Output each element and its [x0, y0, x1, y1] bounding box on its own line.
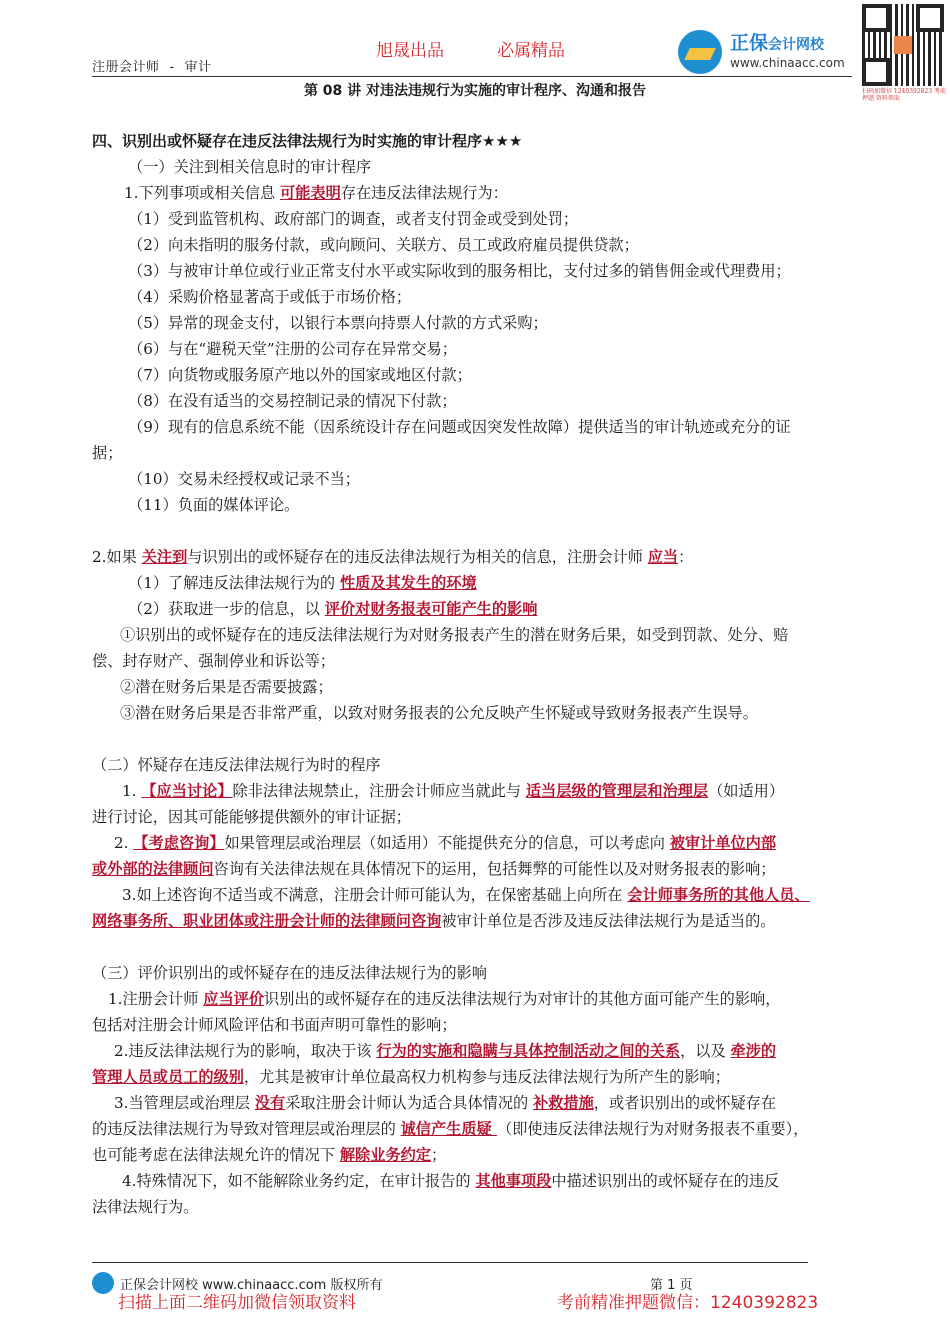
emphasis: 性质及其发生的环境: [339, 574, 477, 592]
paragraph: 或外部的法律顾问咨询有关法律法规在具体情况下的运用，包括舞弊的可能性以及对财务报表的影响；: [92, 860, 776, 878]
subsection-heading-3: （三）评价识别出的或怀疑存在的违反法律法规行为的影响: [92, 964, 487, 982]
document-body: [92, 128, 862, 1220]
paragraph: （1）了解违反法律法规行为的 性质及其发生的环境: [128, 574, 477, 592]
emphasis: 应当: [647, 548, 679, 566]
emphasis: 关注到: [141, 548, 188, 566]
emphasis: 其他事项段: [475, 1172, 552, 1190]
emphasis: 【应当讨论】: [141, 782, 233, 800]
list-item: （2）向未指明的服务付款，或向顾问、关联方、员工或政府雇员提供贷款；: [128, 236, 639, 254]
list-item: （10）交易未经授权或记录不当；: [128, 470, 360, 488]
emphasis: 应当评价: [203, 990, 265, 1008]
emphasis: 解除业务约定: [339, 1146, 431, 1164]
logo-name: 正保: [730, 32, 769, 54]
list-item: （1）受到监管机构、政府部门的调查，或者支付罚金或受到处罚；: [128, 210, 579, 228]
qr-code-icon[interactable]: [862, 4, 944, 86]
emphasis: 被审计单位内部: [669, 834, 777, 852]
list-item: （8）在没有适当的交易控制记录的情况下付款；: [128, 392, 457, 410]
emphasis: 行为的实施和隐瞒与具体控制活动之间的关系: [376, 1042, 681, 1060]
list-item: （3）与被审计单位或行业正常支付水平或实际收到的服务相比，支付过多的销售佣金或代理费用；: [128, 262, 791, 280]
emphasis: 诚信产生质疑: [400, 1120, 497, 1138]
paragraph: 2.违反法律法规行为的影响，取决于该 行为的实施和隐瞒与具体控制活动之间的关系，以及 牵涉的: [114, 1042, 777, 1060]
list-item: （7）向货物或服务原产地以外的国家或地区付款；: [128, 366, 472, 384]
paragraph: 也可能考虑在法律法规允许的情况下 解除业务约定；: [92, 1146, 447, 1164]
paragraph: 1.下列事项或相关信息 可能表明存在违反法律法规行为：: [124, 184, 508, 202]
paragraph: 的违反法律法规行为导致对管理层或治理层的 诚信产生质疑 （即使违反法律法规行为对财务报表不重要），: [92, 1120, 809, 1138]
brand-logo[interactable]: [678, 24, 858, 76]
emphasis: 网络事务所、职业团体或注册会计师的法律顾问咨询: [92, 912, 442, 930]
banner-left: 旭晟出品: [376, 41, 444, 61]
paragraph: 2. 【考虑咨询】如果管理层或治理层（如适用）不能提供充分的信息，可以考虑向 被审计单位内部: [114, 834, 777, 852]
paragraph: 2.如果 关注到与识别出的或怀疑存在的违反法律法规行为相关的信息，注册会计师 应当：: [92, 548, 694, 566]
footer-promo-right: 考前精准押题微信：1240392823: [557, 1293, 819, 1313]
emphasis: 会计师事务所的其他人员、: [627, 886, 810, 904]
paragraph: （2）获取进一步的信息，以 评价对财务报表可能产生的影响: [128, 600, 538, 618]
emphasis: 没有: [254, 1094, 286, 1112]
banner-right: 必属精品: [497, 41, 565, 61]
logo-url: www.chinaacc.com: [730, 56, 845, 70]
paragraph: 偿、封存财产、强制停业和诉讼等；: [92, 652, 335, 670]
paragraph: 4.特殊情况下，如不能解除业务约定，在审计报告的 其他事项段中描述识别出的或怀疑存在的违反: [122, 1172, 780, 1190]
list-item: （6）与在“避税天堂”注册的公司存在异常交易；: [128, 340, 457, 358]
paragraph: ③潜在财务后果是否非常严重，以致对财务报表的公允反映产生怀疑或导致财务报表产生误导。: [120, 704, 758, 722]
emphasis: 评价对财务报表可能产生的影响: [324, 600, 538, 618]
emphasis: 可能表明: [280, 184, 341, 202]
brand-logo-icon: [678, 30, 722, 74]
course-name: 注册会计师 - 审计: [92, 60, 212, 75]
paragraph: 进行讨论，因其可能能够提供额外的审计证据；: [92, 808, 411, 826]
qr-caption: 扫码加微信 1240392823 考前押题 资料领取: [862, 88, 946, 102]
header-divider: [92, 76, 852, 77]
page-number: 第 1 页: [650, 1278, 693, 1293]
paragraph: 1. 【应当讨论】除非法律法规禁止，注册会计师应当就此与 适当层级的管理层和治理层（如适用）: [122, 782, 785, 800]
lecture-title: 第 08 讲 对违法违规行为实施的审计程序、沟通和报告: [303, 83, 647, 99]
emphasis: 或外部的法律顾问: [92, 860, 214, 878]
list-item: （5）异常的现金支付，以银行本票向持票人付款的方式采购；: [128, 314, 548, 332]
list-item: （11）负面的媒体评论。: [128, 496, 300, 514]
item-list: [92, 206, 862, 518]
emphasis: 管理人员或员工的级别: [92, 1068, 244, 1086]
list-item: 据；: [92, 444, 123, 462]
footer-logo-icon: [92, 1272, 114, 1294]
emphasis: 适当层级的管理层和治理层: [525, 782, 709, 800]
emphasis: 牵涉的: [730, 1042, 777, 1060]
paragraph: 网络事务所、职业团体或注册会计师的法律顾问咨询被审计单位是否涉及违反法律法规行为是适当的。: [92, 912, 776, 930]
paragraph: 3.如上述咨询不适当或不满意，注册会计师可能认为，在保密基础上向所在 会计师事务所的其他人员、: [122, 886, 810, 904]
emphasis: 【考虑咨询】: [133, 834, 225, 852]
emphasis: 补救措施: [533, 1094, 594, 1112]
section-heading: 四、识别出或怀疑存在违反法律法规行为时实施的审计程序★★★: [92, 132, 523, 150]
list-item: （9）现有的信息系统不能（因系统设计存在问题或因突发性故障）提供适当的审计轨迹或充分的证: [128, 418, 791, 436]
footer-copyright: 正保会计网校 www.chinaacc.com 版权所有: [120, 1278, 383, 1293]
paragraph: 管理人员或员工的级别，尤其是被审计单位最高权力机构参与违反法律法规行为所产生的影响；: [92, 1068, 730, 1086]
list-item: （4）采购价格显著高于或低于市场价格；: [128, 288, 412, 306]
subsection-heading-2: （二）怀疑存在违反法律法规行为时的程序: [92, 756, 381, 774]
paragraph: ①识别出的或怀疑存在的违反法律法规行为对财务报表产生的潜在财务后果，如受到罚款、处分、赔: [120, 626, 789, 644]
paragraph: 1.注册会计师 应当评价识别出的或怀疑存在的违反法律法规行为对审计的其他方面可能产生的影响，: [108, 990, 781, 1008]
paragraph: 法律法规行为。: [92, 1198, 199, 1216]
paragraph: ②潜在财务后果是否需要披露；: [120, 678, 333, 696]
footer-divider: [92, 1262, 808, 1263]
logo-name-small: 会计网校: [768, 37, 825, 53]
subsection-heading-1: （一）关注到相关信息时的审计程序: [128, 158, 371, 176]
paragraph: 包括对注册会计师风险评估和书面声明可靠性的影响；: [92, 1016, 457, 1034]
paragraph: 3.当管理层或治理层 没有采取注册会计师认为适合具体情况的 补救措施，或者识别出的或怀疑存在: [114, 1094, 777, 1112]
footer-promo-left: 扫描上面二维码加微信领取资料: [118, 1293, 356, 1313]
